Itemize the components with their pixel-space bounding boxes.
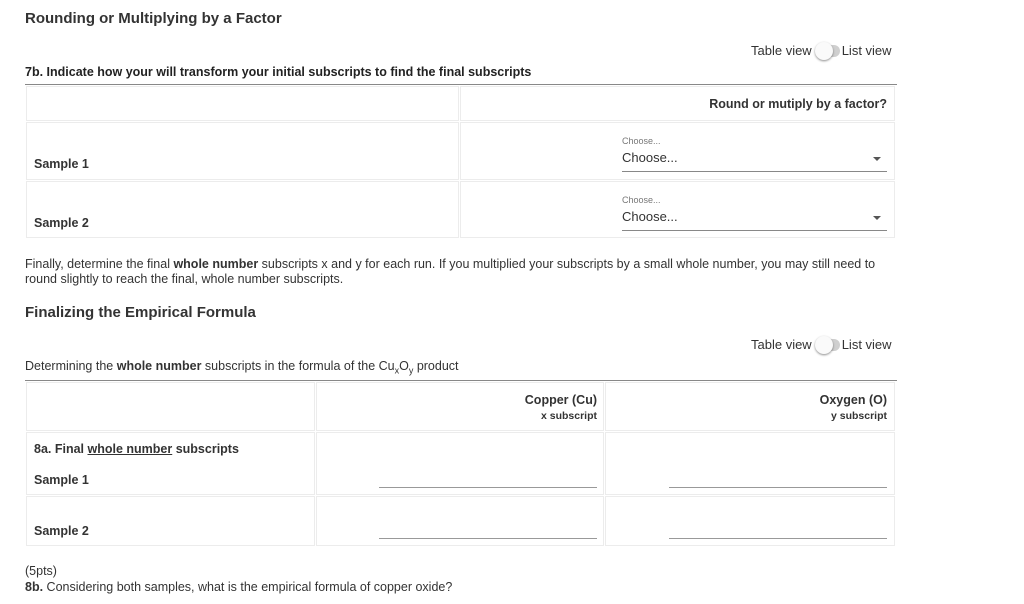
det-text: Determining the <box>25 359 117 373</box>
toggle-knob <box>815 336 833 354</box>
column-header-copper: Copper (Cu) <box>524 393 597 407</box>
list-view-label: List view <box>841 43 892 58</box>
view-toggle-switch[interactable] <box>818 339 840 351</box>
subscript-y: y <box>408 365 414 376</box>
paragraph-text: Finally, determine the final <box>25 257 174 271</box>
q8b-number: 8b. <box>25 580 44 594</box>
table-header-empty-cell <box>27 383 314 430</box>
row-label-cell <box>27 182 458 237</box>
chevron-down-icon[interactable] <box>873 157 881 161</box>
oxygen-input-sample-2[interactable] <box>669 538 887 539</box>
row-input-cell <box>606 433 894 494</box>
det-bold: whole number <box>116 359 202 373</box>
select-caption: Choose... <box>622 195 661 205</box>
question-8a <box>34 442 239 456</box>
column-header-oxygen: Oxygen (O) <box>819 393 887 407</box>
section-title-finalizing: Finalizing the Empirical Formula <box>25 304 256 321</box>
paragraph-bold: whole number <box>173 257 259 271</box>
copper-input-sample-1[interactable] <box>379 487 597 488</box>
table-view-label: Table view <box>751 43 812 58</box>
row-label-sample-1: Sample 1 <box>34 473 89 487</box>
row-label-cell <box>27 123 458 179</box>
q8a-prefix: 8a. Final <box>34 442 88 456</box>
det-text-middle: subscripts in the formula of the Cu <box>201 359 395 373</box>
row-label-sample-2: Sample 2 <box>34 524 89 538</box>
toggle-knob <box>815 42 833 60</box>
select-underline <box>622 230 887 231</box>
points-label: (5pts) <box>25 564 57 578</box>
divider <box>25 84 897 85</box>
column-header-round-or-multiply: Round or mutiply by a factor? <box>709 97 887 111</box>
row-input-cell <box>317 433 603 494</box>
determining-text <box>25 359 459 376</box>
paragraph-text-rest: subscripts x and y for each run. If you multiplied your subscripts by a small whole number, you may still need to round slightly to reach the final, whole number subscripts. <box>25 257 876 286</box>
question-8b <box>25 580 452 594</box>
copper-input-sample-2[interactable] <box>379 538 597 539</box>
divider <box>25 380 897 381</box>
list-view-label: List view <box>841 337 892 352</box>
chevron-down-icon[interactable] <box>873 216 881 220</box>
q8b-text: Considering both samples, what is the empirical formula of copper oxide? <box>43 580 453 594</box>
table-header-empty-cell <box>27 87 458 120</box>
det-text-end: product <box>413 359 459 373</box>
section-title-rounding: Rounding or Multiplying by a Factor <box>25 10 282 27</box>
select-value[interactable]: Choose... <box>622 209 678 224</box>
det-oxygen: O <box>399 359 409 373</box>
question-7b: 7b. Indicate how your will transform your initial subscripts to find the final subscripts <box>25 65 532 79</box>
subscript-x: x <box>394 365 400 376</box>
oxygen-input-sample-1[interactable] <box>669 487 887 488</box>
view-toggle-2[interactable] <box>751 337 892 352</box>
instructions-paragraph <box>25 257 885 287</box>
view-toggle-1[interactable] <box>751 43 892 58</box>
row-label-sample-1: Sample 1 <box>34 157 89 171</box>
select-value[interactable]: Choose... <box>622 150 678 165</box>
row-label-sample-2: Sample 2 <box>34 216 89 230</box>
table-view-label: Table view <box>751 337 812 352</box>
view-toggle-switch[interactable] <box>818 45 840 57</box>
select-caption: Choose... <box>622 136 661 146</box>
q8a-underlined: whole number <box>87 442 173 456</box>
q8a-suffix: subscripts <box>172 442 239 456</box>
column-subheader-x: x subscript <box>540 410 597 422</box>
select-underline <box>622 171 887 172</box>
column-subheader-y: y subscript <box>830 410 887 422</box>
